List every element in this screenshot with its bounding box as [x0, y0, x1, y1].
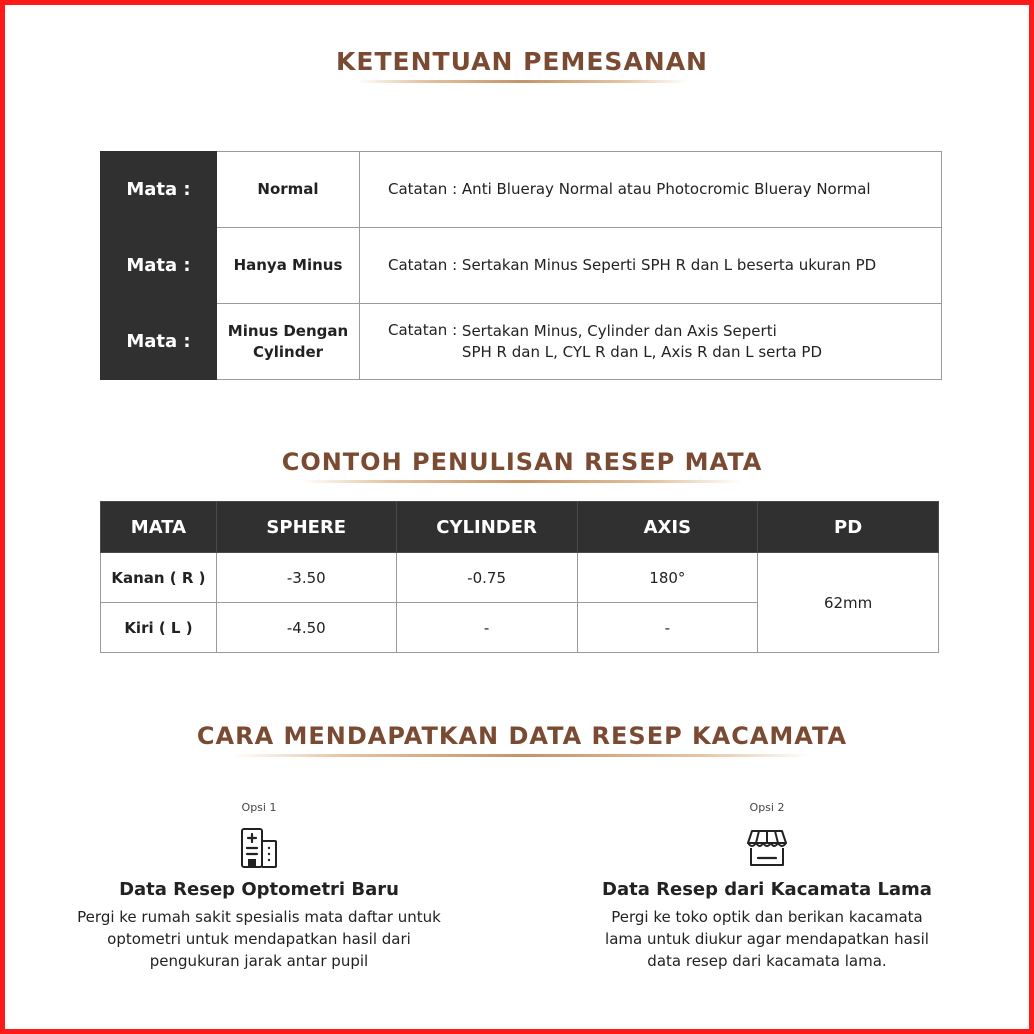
- heading-underline: [357, 80, 687, 83]
- note-cell: [360, 304, 942, 380]
- order-terms-table: [100, 151, 942, 380]
- cylinder-value: -: [396, 603, 577, 653]
- heading-underline: [232, 754, 812, 757]
- eye-right: Kanan ( R ): [101, 553, 217, 603]
- header-mata: MATA: [101, 502, 217, 553]
- note-value: Anti Blueray Normal atau Photocromic Blueray Normal: [461, 180, 871, 198]
- option-description: Pergi ke rumah sakit spesialis mata daftar untuk optometri untuk mendapatkan hasil dari pengukuran jarak antar pupil: [77, 908, 441, 970]
- note-cell: [360, 228, 942, 304]
- lens-type: Normal: [217, 152, 360, 228]
- get-data-title: CARA MENDAPATKAN DATA RESEP KACAMATA: [196, 722, 848, 750]
- table-header-row: [101, 502, 939, 553]
- axis-value: -: [577, 603, 758, 653]
- header-axis: AXIS: [577, 502, 758, 553]
- hospital-building-icon: [236, 825, 282, 871]
- table-row: [101, 553, 939, 603]
- cylinder-value: -0.75: [396, 553, 577, 603]
- prescription-table: [100, 501, 939, 653]
- note-value: Sertakan Minus Seperti SPH R dan L beserta ukuran PD: [461, 256, 877, 274]
- table-row: [101, 228, 942, 304]
- header-sphere: SPHERE: [216, 502, 396, 553]
- note-key: Catatan :: [388, 180, 462, 198]
- note-key: Catatan :: [388, 320, 462, 339]
- eye-left: Kiri ( L ): [101, 603, 217, 653]
- note-value: Sertakan Minus, Cylinder dan Axis Seperti SPH R dan L, CYL R dan L, Axis R dan L serta PD: [461, 321, 823, 361]
- option-1: [39, 801, 479, 972]
- note-key: Catatan :: [388, 256, 462, 274]
- lens-type: Hanya Minus: [217, 228, 360, 304]
- row-label: Mata :: [101, 152, 217, 228]
- option-2: [547, 801, 987, 972]
- option-label: Opsi 1: [241, 801, 277, 814]
- row-label: Mata :: [101, 304, 217, 380]
- sphere-value: -3.50: [216, 553, 396, 603]
- order-terms-title: KETENTUAN PEMESANAN: [336, 47, 708, 76]
- option-label: Opsi 2: [749, 801, 785, 814]
- sphere-value: -4.50: [216, 603, 396, 653]
- option-title: Data Resep Optometri Baru: [119, 879, 399, 900]
- option-description: Pergi ke toko optik dan berikan kacamata lama untuk diukur agar mendapatkan hasil data resep dari kacamata lama.: [605, 908, 929, 970]
- header-cylinder: CYLINDER: [396, 502, 577, 553]
- row-label: Mata :: [101, 228, 217, 304]
- lens-type: Minus Dengan Cylinder: [217, 304, 360, 380]
- heading-underline: [302, 480, 742, 483]
- order-terms-heading: [5, 47, 1034, 83]
- axis-value: 180°: [577, 553, 758, 603]
- table-row: [101, 152, 942, 228]
- store-front-icon: [744, 825, 790, 871]
- table-row: [101, 304, 942, 380]
- note-cell: [360, 152, 942, 228]
- prescription-example-title: CONTOH PENULISAN RESEP MATA: [281, 448, 763, 476]
- pd-value: 62mm: [758, 553, 939, 653]
- option-title: Data Resep dari Kacamata Lama: [602, 879, 932, 900]
- header-pd: PD: [758, 502, 939, 553]
- get-data-heading: [5, 722, 1034, 757]
- prescription-example-heading: [5, 448, 1034, 483]
